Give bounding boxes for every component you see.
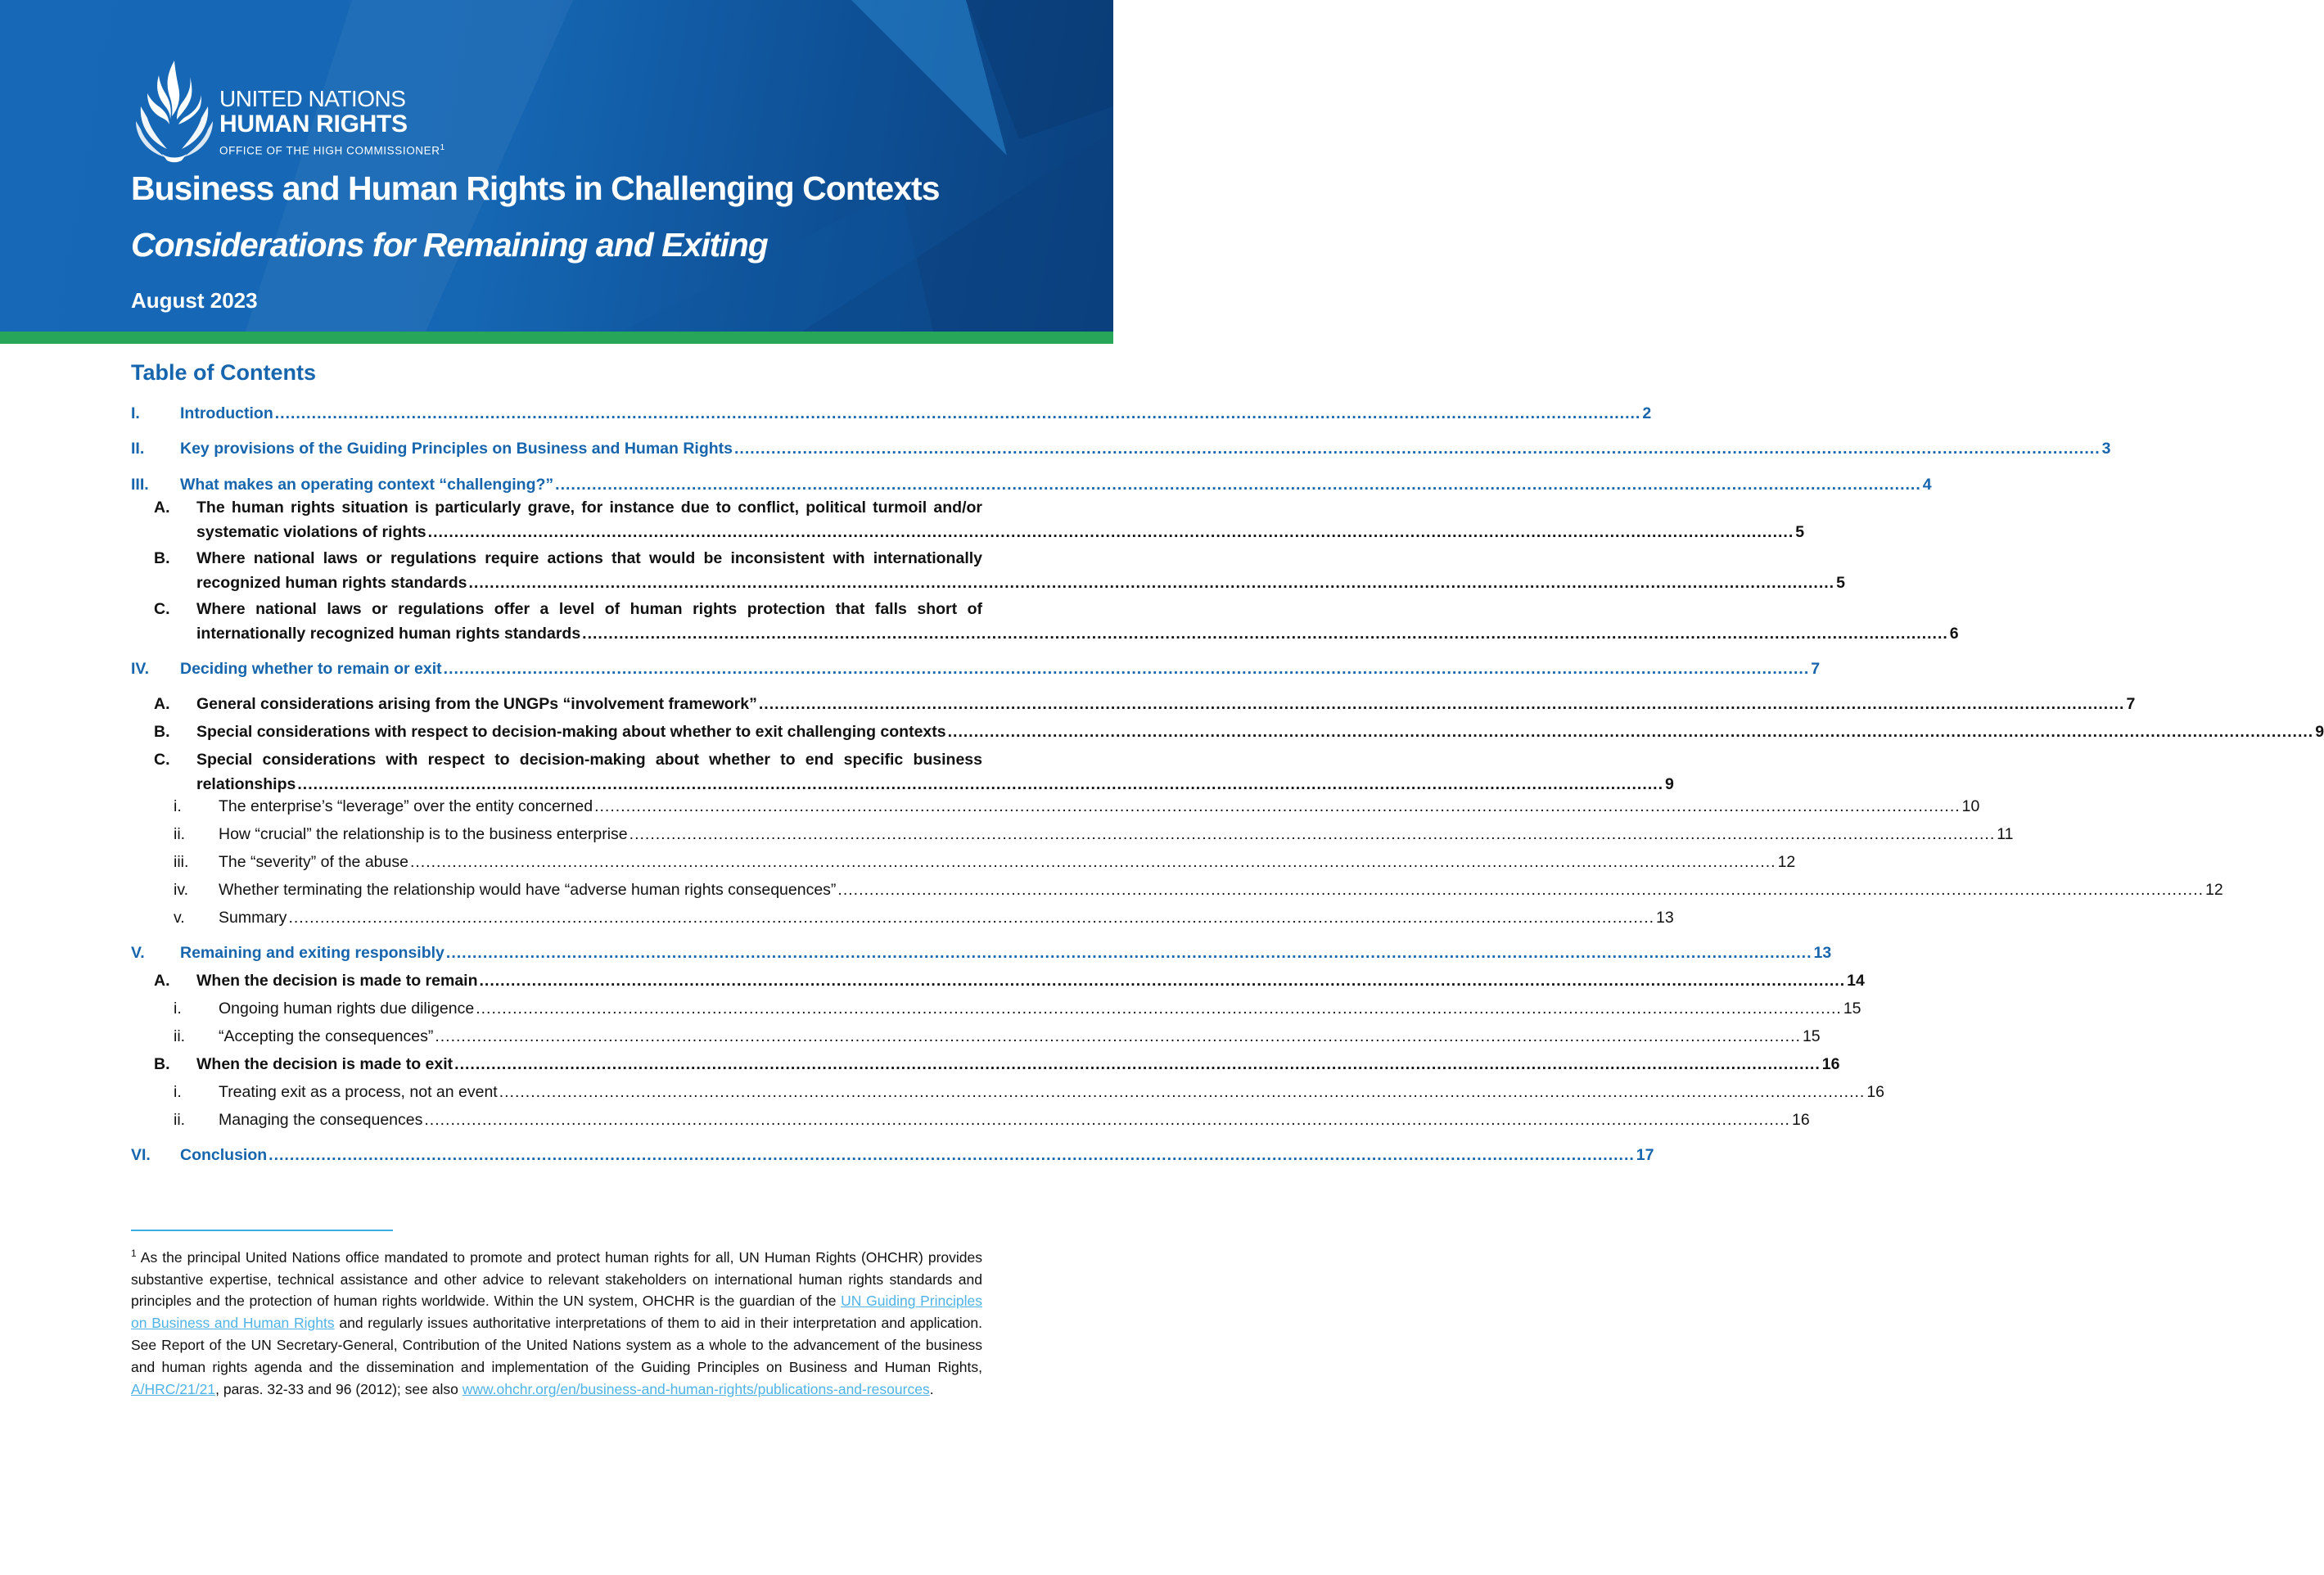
- toc-entry-body: [196, 747, 1674, 797]
- org-line-2: HUMAN RIGHTS: [219, 111, 408, 138]
- toc-entry-number: ii.: [174, 1027, 186, 1045]
- toc-entry-body: [180, 657, 1821, 681]
- un-human-rights-logo-icon: [129, 57, 219, 164]
- toc-page-number: 16: [1821, 1055, 1840, 1073]
- toc-dot-leader: ....................................................................................................................................................................................................................................................................: [445, 944, 1812, 962]
- toc-entry-title-line1: The human rights situation is particularly grave, for instance due to conflict, political turmoil and/or: [196, 499, 982, 517]
- toc-entry-number: i.: [174, 797, 182, 815]
- toc-dot-leader: ....................................................................................................................................................................................................................................................................: [476, 1000, 1842, 1018]
- toc-page-number: 14: [1847, 972, 1865, 990]
- banner-decoration: [0, 0, 1113, 332]
- toc-dot-leader: ....................................................................................................................................................................................................................................................................: [734, 440, 2101, 458]
- toc-entry-title: The “severity” of the abuse: [219, 853, 408, 871]
- toc-entry-body: [180, 1143, 1654, 1167]
- toc-dot-leader: ....................................................................................................................................................................................................................................................................: [409, 853, 1776, 871]
- toc-entry-body: [219, 1108, 1810, 1132]
- footnote-text-2: and regularly issues authoritative interpretations of them to aid in their interpretation and application. See Report of the UN Secretary-General, Contribution of the United Nations system as a whole to the advancement of the business and human rights agenda and the dissemination and implementation of the Guiding Principles on Business and Human Rights,: [131, 1315, 983, 1375]
- toc-page-number: 11: [1997, 825, 2014, 843]
- toc-entry-body: [219, 850, 1796, 874]
- footnote-text-4: .: [929, 1380, 934, 1397]
- footnote-text-3: , paras. 32-33 and 96 (2012); see also: [215, 1380, 463, 1397]
- footnote-link-ohchr[interactable]: www.ohchr.org/en/business-and-human-rights/publications-and-resources: [462, 1380, 930, 1397]
- toc-page-number: 6: [1949, 625, 1959, 643]
- organization-name: [219, 88, 444, 156]
- toc-entry-title: When the decision is made to exit: [196, 1055, 454, 1073]
- toc-dot-leader: ....................................................................................................................................................................................................................................................................: [427, 523, 1794, 541]
- toc-entry-title: Treating exit as a process, not an event: [219, 1083, 498, 1101]
- toc-entry-title: Conclusion: [180, 1146, 268, 1164]
- toc-page-number: 7: [1811, 660, 1821, 678]
- toc-entry-number: A.: [154, 499, 170, 517]
- toc-entry-title: Ongoing human rights due diligence: [219, 1000, 475, 1018]
- document-subtitle: Considerations for Remaining and Exiting: [131, 226, 768, 264]
- toc-entry-body: [196, 546, 1845, 595]
- toc-page-number: 15: [1843, 1000, 1861, 1018]
- toc-entry-title: When the decision is made to remain: [196, 972, 478, 990]
- toc-entry-title: systematic violations of rights: [196, 523, 426, 541]
- toc-entry-title: General considerations arising from the UNGPs “involvement framework”: [196, 695, 757, 713]
- toc-entry-number: iii.: [174, 853, 189, 871]
- toc-dot-leader: ....................................................................................................................................................................................................................................................................: [269, 1146, 1635, 1164]
- toc-entry-number: i.: [174, 1083, 182, 1101]
- toc-entry-number: VI.: [131, 1146, 151, 1164]
- green-divider-strip: [0, 332, 1113, 344]
- toc-entry-title: Remaining and exiting responsibly: [180, 944, 444, 962]
- toc-dot-leader: ....................................................................................................................................................................................................................................................................: [555, 476, 1921, 494]
- footnote-mark[interactable]: 1: [440, 143, 445, 152]
- toc-entry-body: [219, 1024, 1821, 1049]
- toc-entry-body: [196, 1052, 1840, 1076]
- toc-entry-body: [196, 597, 1959, 646]
- toc-page-number: 16: [1791, 1111, 1810, 1129]
- toc-entry-title: relationships: [196, 775, 296, 793]
- toc-dot-leader: ....................................................................................................................................................................................................................................................................: [582, 625, 1948, 643]
- toc-entry-number: iv.: [174, 881, 189, 899]
- footnote-link-ungp[interactable]: UN Guiding Principles on Business and Human Rights: [131, 1293, 982, 1332]
- toc-dot-leader: ....................................................................................................................................................................................................................................................................: [454, 1055, 1821, 1073]
- toc-heading: Table of Contents: [131, 360, 316, 385]
- toc-dot-leader: ....................................................................................................................................................................................................................................................................: [443, 660, 1810, 678]
- toc-entry-body: [180, 436, 2111, 461]
- toc-dot-leader: ....................................................................................................................................................................................................................................................................: [435, 1027, 1801, 1045]
- toc-entry-body: [180, 941, 1832, 965]
- toc-dot-leader: ....................................................................................................................................................................................................................................................................: [468, 574, 1835, 592]
- toc-dot-leader: ....................................................................................................................................................................................................................................................................: [288, 909, 1655, 927]
- toc-entry-number: V.: [131, 944, 145, 962]
- document-date: August 2023: [131, 288, 258, 313]
- toc-dot-leader: ....................................................................................................................................................................................................................................................................: [297, 775, 1663, 793]
- org-line-3-text: OFFICE OF THE HIGH COMMISSIONER: [219, 144, 440, 157]
- toc-entry-number: IV.: [131, 660, 150, 678]
- toc-page-number: 15: [1802, 1027, 1821, 1045]
- toc-entry-number: ii.: [174, 825, 186, 843]
- toc-page-number: 13: [1813, 944, 1832, 962]
- toc-dot-leader: ....................................................................................................................................................................................................................................................................: [479, 972, 1846, 990]
- toc-entry-title: Managing the consequences: [219, 1111, 423, 1129]
- toc-entry-title: Key provisions of the Guiding Principles on Business and Human Rights: [180, 440, 733, 458]
- toc-entry-number: III.: [131, 476, 149, 494]
- toc-entry-number: B.: [154, 723, 170, 741]
- footnote-number: 1: [131, 1248, 137, 1259]
- toc-page-number: 10: [1961, 797, 1980, 815]
- toc-entry-title: Special considerations with respect to decision-making about whether to exit challenging contexts: [196, 723, 946, 741]
- toc-dot-leader: ....................................................................................................................................................................................................................................................................: [837, 881, 2204, 899]
- toc-page-number: 13: [1656, 909, 1674, 927]
- toc-entry-body: [219, 905, 1674, 930]
- toc-page-number: 4: [1922, 476, 1932, 494]
- header-banner: [0, 0, 1113, 332]
- toc-entry-title: internationally recognized human rights standards: [196, 625, 581, 643]
- toc-page-number: 9: [2315, 723, 2324, 741]
- toc-page-number: 3: [2101, 440, 2111, 458]
- toc-entry-title: Deciding whether to remain or exit: [180, 660, 442, 678]
- toc-entry-number: B.: [154, 1055, 170, 1073]
- toc-entry-body: [196, 968, 1865, 993]
- toc-entry-number: ii.: [174, 1111, 186, 1129]
- toc-entry-title: What makes an operating context “challenging?”: [180, 476, 554, 494]
- org-line-3: [219, 144, 444, 156]
- toc-entry-body: [180, 472, 1932, 497]
- toc-dot-leader: ....................................................................................................................................................................................................................................................................: [629, 825, 1996, 843]
- toc-dot-leader: ....................................................................................................................................................................................................................................................................: [594, 797, 1961, 815]
- toc-entry-title-line1: Where national laws or regulations offer a level of human rights protection that falls short of: [196, 600, 982, 618]
- toc-entry-title: Introduction: [180, 404, 273, 422]
- toc-entry-body: [219, 878, 2223, 902]
- document-title: Business and Human Rights in Challenging Contexts: [131, 169, 940, 207]
- toc-entry-body: [196, 692, 2136, 716]
- toc-entry-number: C.: [154, 600, 170, 618]
- footnote-link-report[interactable]: A/HRC/21/21: [131, 1380, 216, 1397]
- toc-page-number: 2: [1642, 404, 1652, 422]
- toc-page-number: 5: [1795, 523, 1805, 541]
- toc-entry-body: [196, 495, 1805, 544]
- toc-entry-title: Whether terminating the relationship would have “adverse human rights consequences”: [219, 881, 837, 899]
- toc-entry-number: v.: [174, 909, 185, 927]
- toc-page-number: 12: [2205, 881, 2223, 899]
- toc-entry-body: [219, 996, 1861, 1021]
- toc-entry-number: C.: [154, 751, 170, 769]
- toc-dot-leader: ....................................................................................................................................................................................................................................................................: [424, 1111, 1790, 1129]
- toc-entry-body: [219, 822, 2014, 846]
- footnote: [131, 1243, 982, 1400]
- toc-entry-title: Summary: [219, 909, 287, 927]
- toc-page-number: 17: [1636, 1146, 1654, 1164]
- toc-entry-body: [219, 1080, 1885, 1104]
- toc-page-number: 9: [1664, 775, 1674, 793]
- toc-entry-number: B.: [154, 549, 170, 567]
- toc-entry-number: i.: [174, 1000, 182, 1018]
- toc-entry-title-line1: Special considerations with respect to decision-making about whether to end specific business: [196, 751, 982, 769]
- toc-entry-body: [196, 720, 2324, 744]
- toc-page-number: 5: [1836, 574, 1845, 592]
- toc-entry-title: How “crucial” the relationship is to the business enterprise: [219, 825, 628, 843]
- toc-entry-title-line1: Where national laws or regulations require actions that would be inconsistent with internationally: [196, 549, 982, 567]
- toc-entry-number: A.: [154, 695, 170, 713]
- toc-page-number: 16: [1866, 1083, 1885, 1101]
- toc-entry-number: II.: [131, 440, 145, 458]
- toc-dot-leader: ....................................................................................................................................................................................................................................................................: [947, 723, 2314, 741]
- toc-dot-leader: ....................................................................................................................................................................................................................................................................: [758, 695, 2125, 713]
- toc-entry-body: [219, 794, 1980, 819]
- org-line-1: UNITED NATIONS: [219, 86, 406, 111]
- toc-page-number: 12: [1777, 853, 1796, 871]
- toc-dot-leader: ....................................................................................................................................................................................................................................................................: [274, 404, 1641, 422]
- footnote-rule: [131, 1230, 393, 1231]
- toc-entry-title: “Accepting the consequences”: [219, 1027, 434, 1045]
- toc-page-number: 7: [2126, 695, 2136, 713]
- toc-entry-number: I.: [131, 404, 140, 422]
- toc-entry-body: [180, 401, 1652, 426]
- toc-dot-leader: ....................................................................................................................................................................................................................................................................: [499, 1083, 1866, 1101]
- toc-entry-number: A.: [154, 972, 170, 990]
- toc-entry-title: The enterprise’s “leverage” over the entity concerned: [219, 797, 593, 815]
- footnote-text-1: As the principal United Nations office mandated to promote and protect human rights for all, UN Human Rights (OHCHR) provides substantive expertise, technical assistance and other advice to relevant stakeholders on international human rights standards and principles and the protection of human rights worldwide. Within the UN system, OHCHR is the guardian of the: [131, 1248, 982, 1310]
- toc-entry-title: recognized human rights standards: [196, 574, 467, 592]
